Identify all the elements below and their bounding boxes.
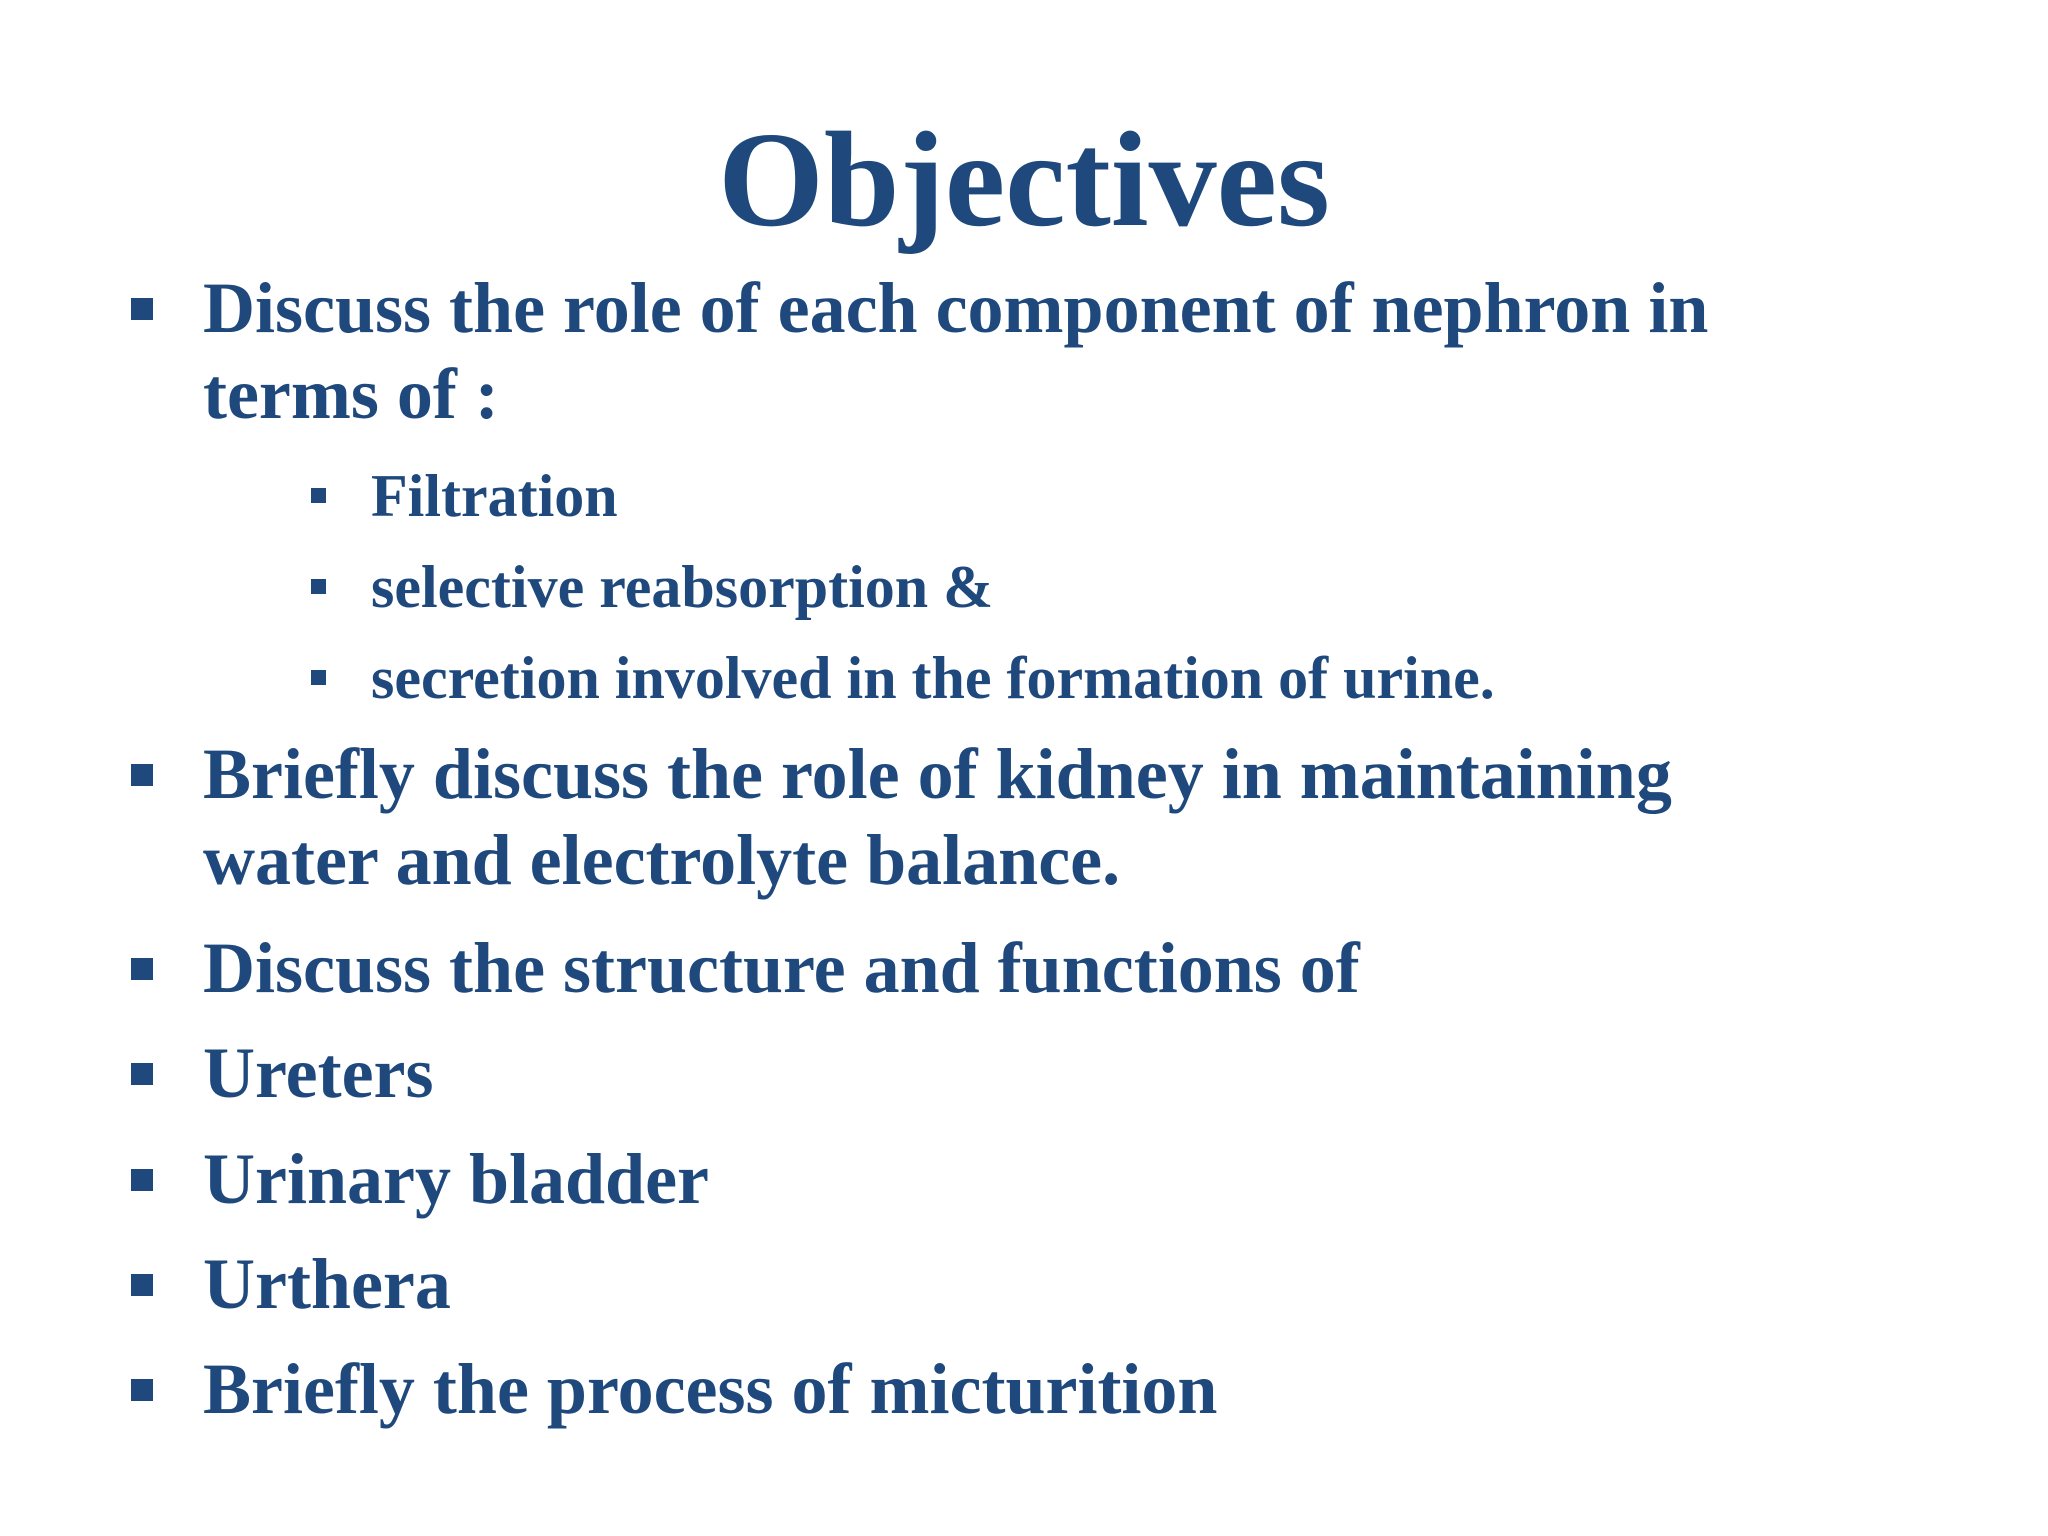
sub-bullet-text: secretion involved in the formation of urine. — [371, 645, 1495, 711]
bullet-item — [203, 265, 1708, 437]
sub-bullet-item — [371, 461, 618, 531]
bullet-square-icon — [131, 1274, 153, 1296]
bullet-item — [203, 1346, 1217, 1432]
bullet-item — [203, 1030, 434, 1116]
bullet-text: Urthera — [203, 1244, 451, 1324]
bullet-square-icon — [131, 1063, 153, 1085]
bullet-square-icon — [311, 579, 326, 594]
bullet-item — [203, 925, 1360, 1011]
bullet-item — [203, 731, 1672, 903]
bullet-square-icon — [131, 958, 153, 980]
bullet-text: Discuss the role of each component of nephron in — [203, 268, 1709, 348]
bullet-text-continuation: terms of : — [203, 354, 499, 434]
bullet-text: Briefly discuss the role of kidney in maintaining — [203, 734, 1672, 814]
bullet-square-icon — [131, 298, 153, 320]
bullet-item — [203, 1241, 451, 1327]
bullet-text: Urinary bladder — [203, 1139, 710, 1219]
bullet-square-icon — [131, 1379, 153, 1401]
bullet-square-icon — [311, 488, 326, 503]
bullet-square-icon — [311, 670, 326, 685]
bullet-square-icon — [131, 764, 153, 786]
bullet-item — [203, 1136, 709, 1222]
bullet-text: Briefly the process of micturition — [203, 1349, 1218, 1429]
sub-bullet-text: Filtration — [371, 463, 618, 529]
sub-bullet-item — [371, 643, 1495, 713]
sub-bullet-text: selective reabsorption & — [371, 554, 994, 620]
slide-title: Objectives — [718, 105, 1330, 255]
bullet-text-continuation: water and electrolyte balance. — [203, 820, 1121, 900]
sub-bullet-item — [371, 552, 993, 622]
bullet-square-icon — [131, 1169, 153, 1191]
bullet-text: Ureters — [203, 1033, 434, 1113]
bullet-text: Discuss the structure and functions of — [203, 928, 1360, 1008]
